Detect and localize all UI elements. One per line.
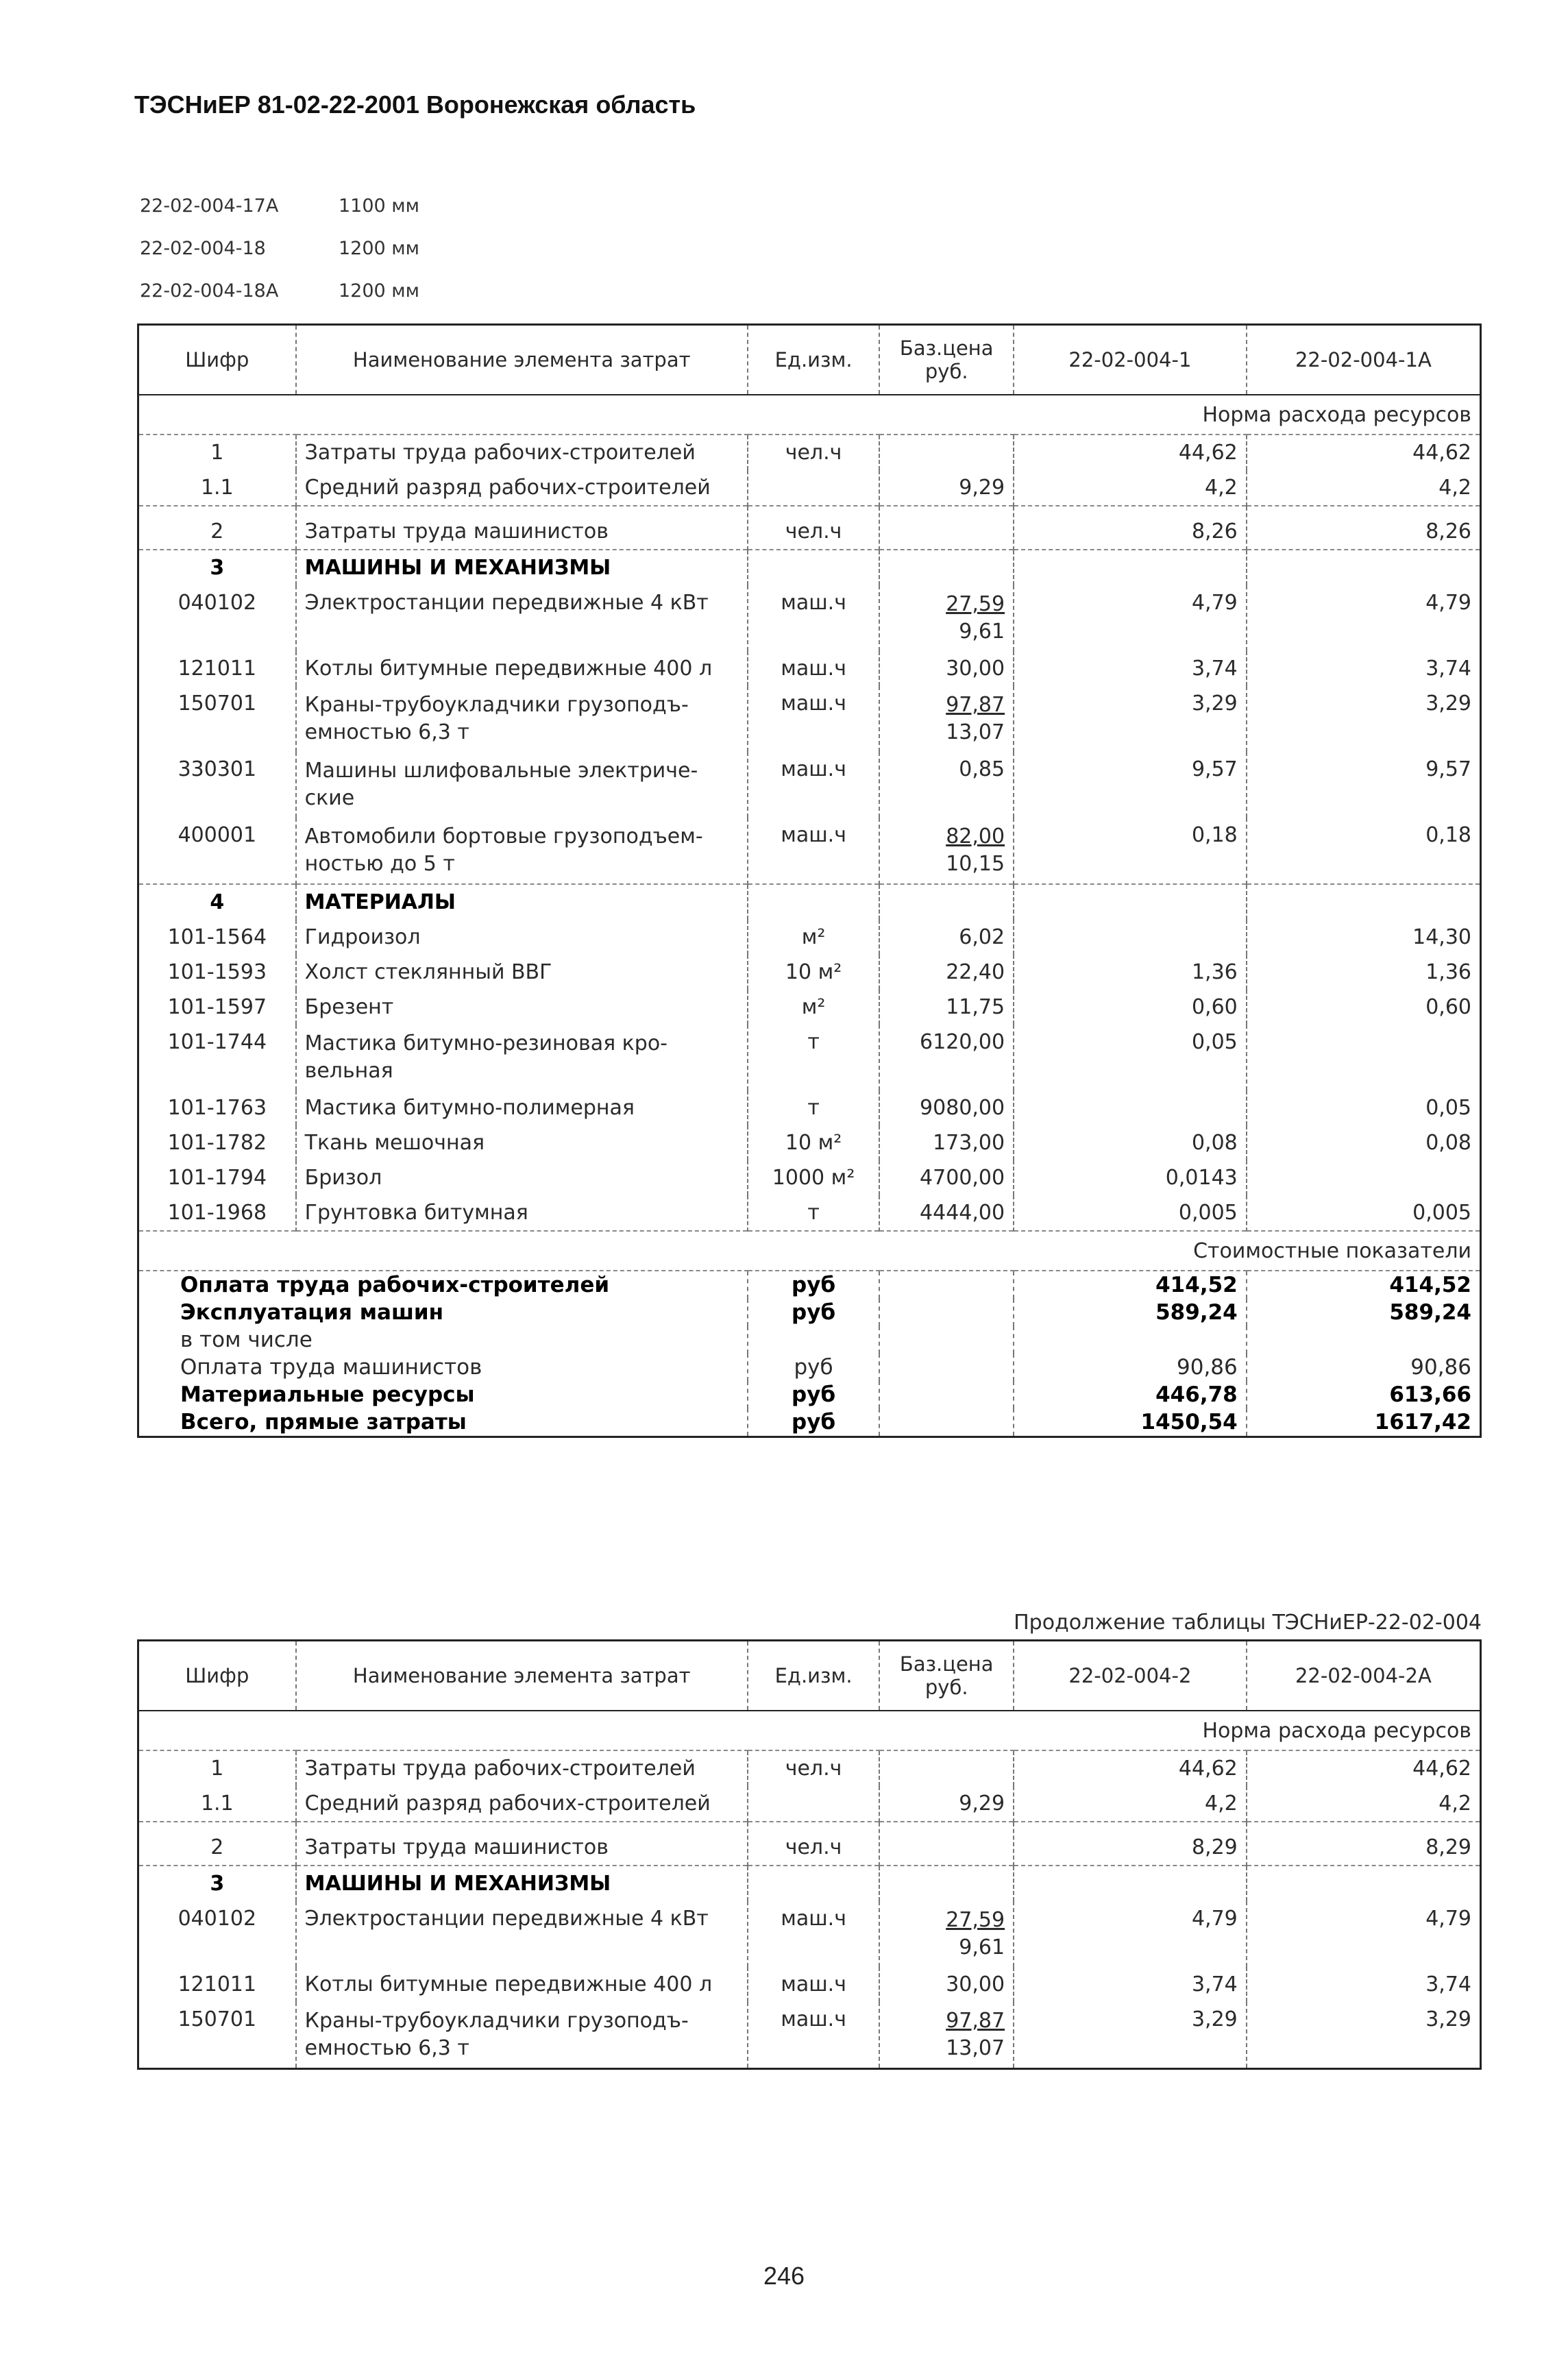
- code: 22-02-004-18: [140, 238, 266, 259]
- table-row: 121011 Котлы битумные передвижные 400 л маш.ч 30,00 3,74 3,74: [138, 1967, 1481, 2002]
- header-unit: Ед.изм.: [748, 325, 880, 395]
- table-row: 1 Затраты труда рабочих-строителей чел.ч 44,62 44,62: [138, 435, 1481, 470]
- table-row: 101-1763 Мастика битумно-полимерная т 9080,00 0,05: [138, 1090, 1481, 1125]
- table-row: 2 Затраты труда машинистов чел.ч 8,29 8,29: [138, 1822, 1481, 1866]
- header-name: Наименование элемента затрат: [296, 325, 748, 395]
- code-list-item: [140, 185, 419, 228]
- table-row: 101-1564 Гидроизол м² 6,02 14,30: [138, 920, 1481, 955]
- header-name: Наименование элемента затрат: [296, 1641, 748, 1711]
- resource-norm-table-2: [137, 1639, 1482, 2070]
- norm-title: Норма расхода ресурсов: [1202, 402, 1471, 427]
- table-row: 101-1593 Холст стеклянный ВВГ 10 м² 22,40 1,36 1,36: [138, 955, 1481, 990]
- table-header: [138, 325, 1481, 395]
- table-row: 1 Затраты труда рабочих-строителей чел.ч 44,62 44,62: [138, 1750, 1481, 1786]
- table-row: 150701 Краны-трубоукладчики грузоподъ- емностью 6,3 т маш.ч 97,87 13,07 3,29 3,29: [138, 686, 1481, 752]
- size: 1200 мм: [339, 238, 420, 259]
- norm-subheader: [138, 395, 1481, 435]
- document-title: ТЭСНиЕР 81-02-22-2001 Воронежская область: [134, 90, 696, 119]
- table-row: 101-1744 Мастика битумно-резиновая кро- вельная т 6120,00 0,05: [138, 1025, 1481, 1090]
- table-row: 101-1782 Ткань мешочная 10 м² 173,00 0,08 0,08: [138, 1125, 1481, 1160]
- continuation-label: Продолжение таблицы ТЭСНиЕР-22-02-004: [1014, 1611, 1482, 1635]
- header-price: Баз.цена руб.: [879, 1641, 1014, 1711]
- table-header: [138, 1641, 1481, 1711]
- header-code: Шифр: [138, 1641, 296, 1711]
- page-number: 246: [763, 2262, 805, 2290]
- code: 22-02-004-17А: [140, 195, 279, 217]
- table-row: 121011 Котлы битумные передвижные 400 л маш.ч 30,00 3,74 3,74: [138, 651, 1481, 686]
- table-row: 150701 Краны-трубоукладчики грузоподъ- емностью 6,3 т маш.ч 97,87 13,07 3,29 3,29: [138, 2002, 1481, 2069]
- cost-subheader: [138, 1231, 1481, 1271]
- code-list: [140, 185, 419, 313]
- header-col-a: 22-02-004-1: [1014, 325, 1247, 395]
- resource-norm-table-1: [137, 323, 1482, 1438]
- table-row: 1.1 Средний разряд рабочих-строителей 9,29 4,2 4,2: [138, 470, 1481, 506]
- header-col-b: 22-02-004-2А: [1247, 1641, 1481, 1711]
- table-row: 101-1968 Грунтовка битумная т 4444,00 0,005 0,005: [138, 1195, 1481, 1231]
- table-row: 400001 Автомобили бортовые грузоподъем- ностью до 5 т маш.ч 82,00 10,15 0,18 0,18: [138, 818, 1481, 884]
- section-row: 3 МАШИНЫ И МЕХАНИЗМЫ: [138, 550, 1481, 585]
- table-row: 040102 Электростанции передвижные 4 кВт маш.ч 27,59 9,61 4,79 4,79: [138, 1901, 1481, 1967]
- cost-row: Всего, прямые затраты руб 1450,54 1617,42: [138, 1408, 1481, 1437]
- size: 1200 мм: [339, 280, 420, 302]
- norm-subheader: [138, 1711, 1481, 1750]
- norm-title: Норма расхода ресурсов: [1202, 1718, 1471, 1743]
- header-col-a: 22-02-004-2: [1014, 1641, 1247, 1711]
- cost-row: Оплата труда рабочих-строителей руб 414,52 414,52: [138, 1271, 1481, 1299]
- header-code: Шифр: [138, 325, 296, 395]
- cost-row: Материальные ресурсы руб 446,78 613,66: [138, 1381, 1481, 1408]
- code-list-item: [140, 228, 419, 270]
- cost-title: Стоимостные показатели: [1014, 1231, 1480, 1271]
- table-row: 1.1 Средний разряд рабочих-строителей 9,29 4,2 4,2: [138, 1786, 1481, 1822]
- table-row: 330301 Машины шлифовальные электриче- ские маш.ч 0,85 9,57 9,57: [138, 752, 1481, 818]
- cost-row: в том числе: [138, 1326, 1481, 1354]
- cost-row: Эксплуатация машин руб 589,24 589,24: [138, 1299, 1481, 1326]
- table-row: 101-1597 Брезент м² 11,75 0,60 0,60: [138, 990, 1481, 1025]
- table-row: 101-1794 Бризол 1000 м² 4700,00 0,0143: [138, 1160, 1481, 1195]
- header-col-b: 22-02-004-1А: [1247, 325, 1481, 395]
- table-row: 040102 Электростанции передвижные 4 кВт маш.ч 27,59 9,61 4,79 4,79: [138, 585, 1481, 651]
- section-row: 3 МАШИНЫ И МЕХАНИЗМЫ: [138, 1866, 1481, 1901]
- code-list-item: [140, 270, 419, 313]
- code: 22-02-004-18А: [140, 280, 279, 302]
- table-row: 2 Затраты труда машинистов чел.ч 8,26 8,26: [138, 506, 1481, 550]
- cost-row: Оплата труда машинистов руб 90,86 90,86: [138, 1354, 1481, 1381]
- section-row: 4 МАТЕРИАЛЫ: [138, 884, 1481, 920]
- header-price: Баз.цена руб.: [879, 325, 1014, 395]
- header-unit: Ед.изм.: [748, 1641, 880, 1711]
- size: 1100 мм: [339, 195, 420, 217]
